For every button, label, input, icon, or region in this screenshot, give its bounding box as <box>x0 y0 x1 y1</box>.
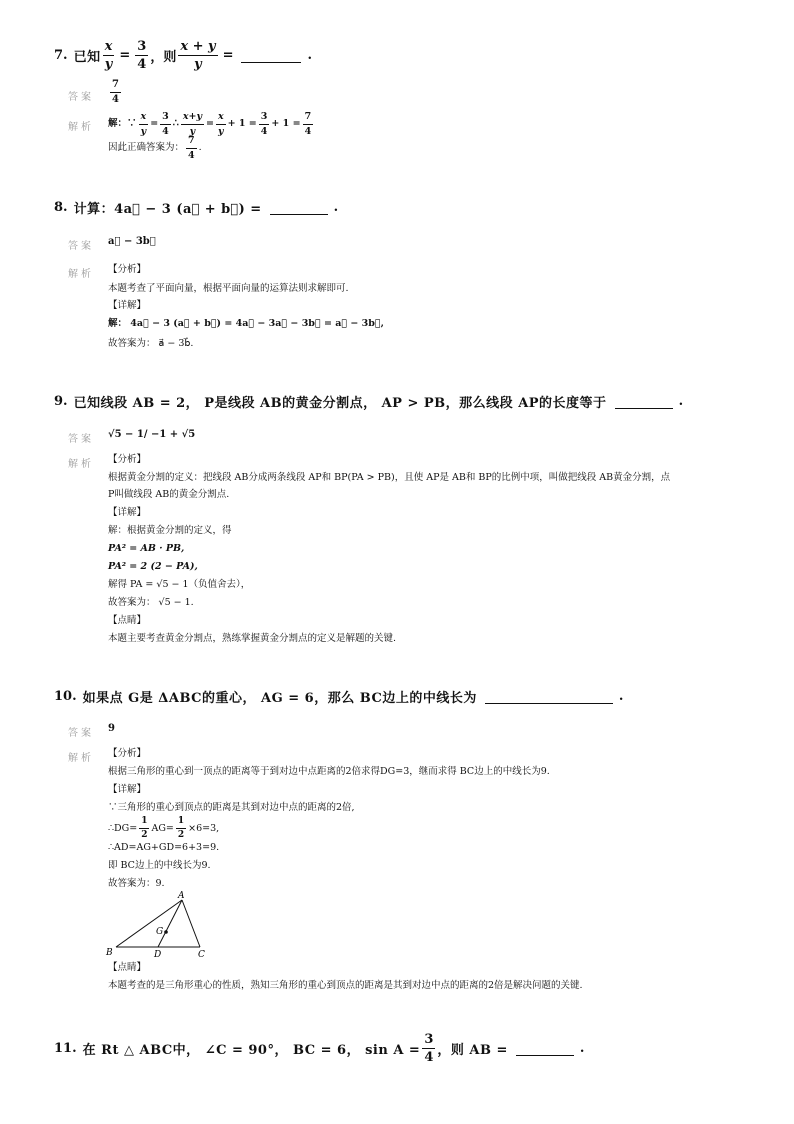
question-number: 9. <box>54 394 68 409</box>
solution-line: 【点睛】 <box>108 615 147 626</box>
question-number: 10. <box>54 689 77 704</box>
solution-line: 【详解】 <box>108 300 147 311</box>
median-ad <box>158 900 182 947</box>
solution-line: 本题主要考查黄金分割点，熟练掌握黄金分割点的定义是解题的关键. <box>108 633 397 644</box>
answer-blank <box>241 48 301 63</box>
solution-line: 【分析】 <box>108 264 147 275</box>
solution-line: 根据三角形的重心到一顶点的距离等于到对边中点距离的2倍求得DG=3，继而求得 BC边上的中线长为9. <box>108 766 550 777</box>
answer-blank <box>615 394 673 409</box>
answer-value: √5 − 1/ −1 + √5 <box>108 429 196 440</box>
question-9: 9. 已知线段 AB = 2， P是线段 AB的黄金分割点， AP > PB，那么线段 AP的长度等于 . <box>54 394 684 411</box>
question-text: 在 Rt △ ABC中， ∠C = 90°， BC = 6， sin A = <box>82 1043 421 1058</box>
solution-line: PA² = AB · PB, <box>108 543 185 554</box>
answer-value: 9 <box>108 723 115 734</box>
fraction-xy-over-y: $\frac{x + y}{y}$ <box>180 39 216 72</box>
solution-line: ∴DG= $\frac{1}{2}$ AG= $\frac{1}{2}$ ×6=3, <box>108 816 220 840</box>
solution-line: 【分析】 <box>108 748 147 759</box>
answer-blank <box>516 1041 574 1056</box>
solution-line: 【详解】 <box>108 507 147 518</box>
point-label-g: G <box>156 927 164 937</box>
answer-value: $\frac{7}{4}$ <box>112 79 119 105</box>
solution-line: 解得 PA = √5 − 1（负值舍去）， <box>108 579 251 590</box>
question-text: 已知 <box>73 50 101 65</box>
question-10: 10. 如果点 G是 ΔABC的重心， AG = 6，那么 BC边上的中线长为 . <box>54 689 624 706</box>
solution-line: 解： 4a⃗ − 3 (a⃗ + b⃗) = 4a⃗ − 3a⃗ − 3b⃗ = a⃗ − 3b⃗, <box>108 318 384 329</box>
question-text: 已知线段 AB = 2， P是线段 AB的黄金分割点， AP > PB，那么线段 AP的长度等于 <box>73 396 607 411</box>
triangle-figure <box>104 890 214 960</box>
fraction-3-over-4: $\frac{3}{4}$ <box>424 1032 434 1065</box>
vertex-label-a: A <box>178 891 185 901</box>
solution-line: 即 BC边上的中线长为9. <box>108 860 211 871</box>
solution-line: 因此正确答案为： $\frac{7}{4}$ . <box>108 135 202 161</box>
answer-value: a⃗ − 3b⃗ <box>108 236 156 247</box>
side-ac <box>182 900 200 947</box>
vertex-label-c: C <box>198 950 205 960</box>
vertex-label-b: B <box>106 948 113 958</box>
solution-line: ∵三角形的重心到顶点的距离是其到对边中点的距离的2倍, <box>108 802 355 813</box>
solution-line: 故答案为：9. <box>108 878 165 889</box>
fraction-3-over-4: $\frac{3}{4}$ <box>137 39 147 72</box>
solution-line: 本题考查的是三角形重心的性质，熟知三角形的重心到顶点的距离是其到对边中点的距离的2倍是解决问题的关键. <box>108 980 583 991</box>
solution-line: 故答案为： √5 − 1. <box>108 597 194 608</box>
side-ab <box>116 900 182 947</box>
question-number: 7. <box>54 48 68 63</box>
question-number: 11. <box>54 1041 77 1056</box>
question-11: 11. 在 Rt △ ABC中， ∠C = 90°， BC = 6， sin A = $\frac{3}{4}$ ，则 AB = . <box>54 1032 585 1065</box>
question-text: 计算：4a⃗ − 3 (a⃗ + b⃗) = <box>73 202 262 217</box>
answer-blank <box>485 689 613 704</box>
point-label-d: D <box>154 950 162 960</box>
fraction-x-over-y: $\frac{x}{y}$ <box>104 39 113 72</box>
question-7: 7. 已知 $\frac{x}{y}$ = $\frac{3}{4}$ ，则 $\frac{x + y}{y}$ = . <box>54 39 313 72</box>
answer-blank <box>270 200 328 215</box>
question-text: 如果点 G是 ΔABC的重心， AG = 6，那么 BC边上的中线长为 <box>82 691 477 706</box>
question-number: 8. <box>54 200 68 215</box>
solution-label: 解析 <box>68 122 94 133</box>
solution-line: 解：∵ $\frac{x}{y}$ = $\frac{3}{4}$ ∴ $\frac{x+y}{y}$ = $\frac{x}{y}$ + 1 = $\frac{3}{4}$ + 1 = $\frac{7}{4}$ <box>108 111 312 137</box>
solution-label: 解析 <box>68 459 94 470</box>
solution-line: ∴AD=AG+GD=6+3=9. <box>108 842 220 853</box>
question-8: 8. 计算：4a⃗ − 3 (a⃗ + b⃗) = . <box>54 200 339 217</box>
solution-label: 解析 <box>68 753 94 764</box>
solution-line: 故答案为： a⃗ − 3b⃗. <box>108 338 194 349</box>
solution-line: 本题考查了平面向量，根据平面向量的运算法则求解即可. <box>108 283 349 294</box>
solution-line: 【点睛】 <box>108 962 147 973</box>
solution-line: 解：根据黄金分割的定义，得 <box>108 525 232 536</box>
answer-label: 答案 <box>68 434 94 445</box>
solution-line: 根据黄金分割的定义：把线段 AB分成两条线段 AP和 BP(PA > PB)，且使 AP是 AB和 BP的比例中项，叫做把线段 AB黄金分割，点 <box>108 472 671 483</box>
solution-line: P叫做线段 AB的黄金分割点. <box>108 489 230 500</box>
solution-line: PA² = 2 (2 − PA), <box>108 561 198 572</box>
answer-label: 答案 <box>68 241 94 252</box>
answer-label: 答案 <box>68 92 94 103</box>
solution-label: 解析 <box>68 269 94 280</box>
centroid-point <box>164 930 168 934</box>
answer-label: 答案 <box>68 728 94 739</box>
solution-line: 【详解】 <box>108 784 147 795</box>
solution-line: 【分析】 <box>108 454 147 465</box>
